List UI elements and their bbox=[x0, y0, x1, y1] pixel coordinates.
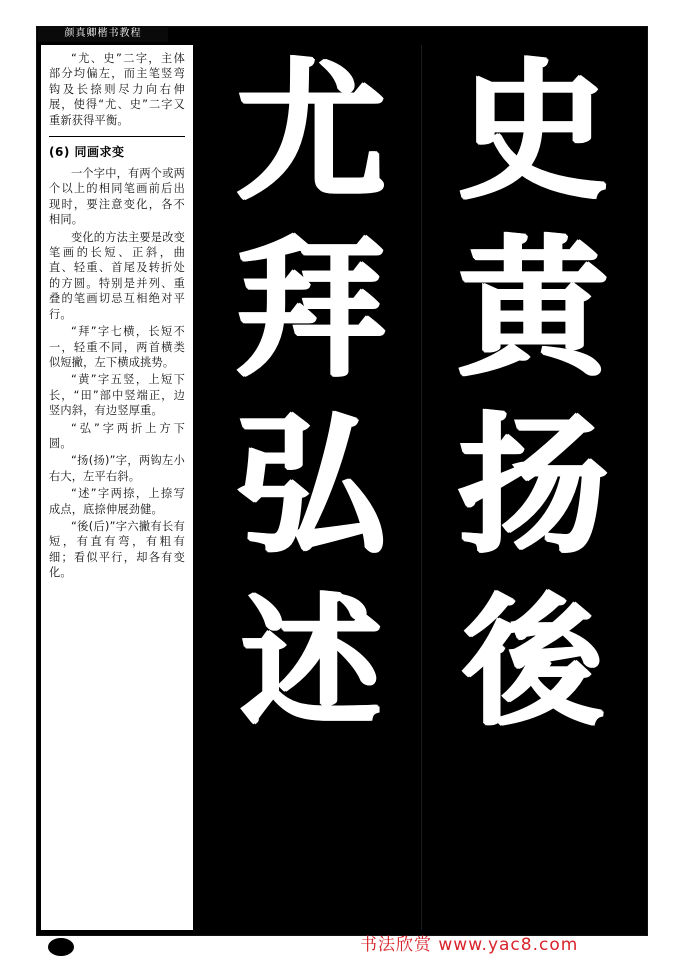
page-artifact-blob bbox=[48, 938, 74, 956]
paragraph-4: “黄”字五竖，上短下长，“田”部中竖端正，边竖内斜，有边竖厚重。 bbox=[49, 373, 185, 418]
site-watermark: 书法欣赏 www.yac8.com bbox=[360, 935, 579, 955]
glyph-cell bbox=[422, 399, 644, 576]
glyph-character: 尤 bbox=[235, 45, 386, 220]
paragraph-8: “後(后)”字六撇有长有短，有直有弯，有粗有细；看似平行，却各有变化。 bbox=[49, 519, 185, 580]
section-divider bbox=[49, 136, 185, 137]
glyph-cell bbox=[422, 45, 644, 222]
glyph-cell bbox=[200, 222, 422, 399]
section-heading: (6) 同画求变 bbox=[49, 145, 125, 160]
glyph-character: 扬 bbox=[457, 399, 608, 574]
body-text-column bbox=[41, 45, 193, 930]
glyph-cell bbox=[200, 576, 422, 753]
glyph-character: 述 bbox=[240, 580, 381, 745]
glyph-cell bbox=[200, 45, 422, 222]
glyph-cell bbox=[422, 576, 644, 753]
glyph-character: 史 bbox=[457, 45, 608, 220]
paragraph-5: “弘”字两折上方下圆。 bbox=[49, 421, 185, 450]
glyph-cell bbox=[200, 399, 422, 576]
glyph-cell bbox=[422, 222, 644, 399]
calligraphy-grid bbox=[200, 45, 644, 930]
glyph-character: 後 bbox=[462, 580, 603, 745]
glyph-character: 黄 bbox=[457, 222, 608, 397]
glyph-cell-empty bbox=[200, 753, 422, 930]
paragraph-6: “扬(扬)”字，两钩左小右大，左平右斜。 bbox=[49, 454, 185, 483]
paragraph-intro: “尤、史”二字，主体部分均偏左，而主笔竖弯钩及长捺则尽力向右伸展，使得“尤、史”二字又重新获得平衡。 bbox=[49, 52, 185, 127]
paragraph-7: “述”字两捺，上捺写成点，底捺伸展劲健。 bbox=[49, 487, 185, 516]
paragraph-2: 变化的方法主要是改变笔画的长短、正斜，曲直、轻重、首尾及转折处的方圆。特别是并列、重叠的笔画切忌互相绝对平行。 bbox=[49, 230, 185, 321]
paragraph-3: “拜”字七横，长短不一，轻重不同，两首横类似短撇，左下横成挑势。 bbox=[49, 325, 185, 369]
paragraph-1: 一个字中，有两个或两个以上的相同笔画前后出现时，要注意变化，各不相同。 bbox=[49, 167, 185, 227]
glyph-character: 拜 bbox=[235, 222, 386, 397]
glyph-cell-empty bbox=[422, 753, 644, 930]
book-title-header: 颜真卿楷书教程 bbox=[38, 26, 168, 42]
plate-column-divider bbox=[421, 45, 422, 930]
glyph-character: 弘 bbox=[235, 399, 386, 574]
